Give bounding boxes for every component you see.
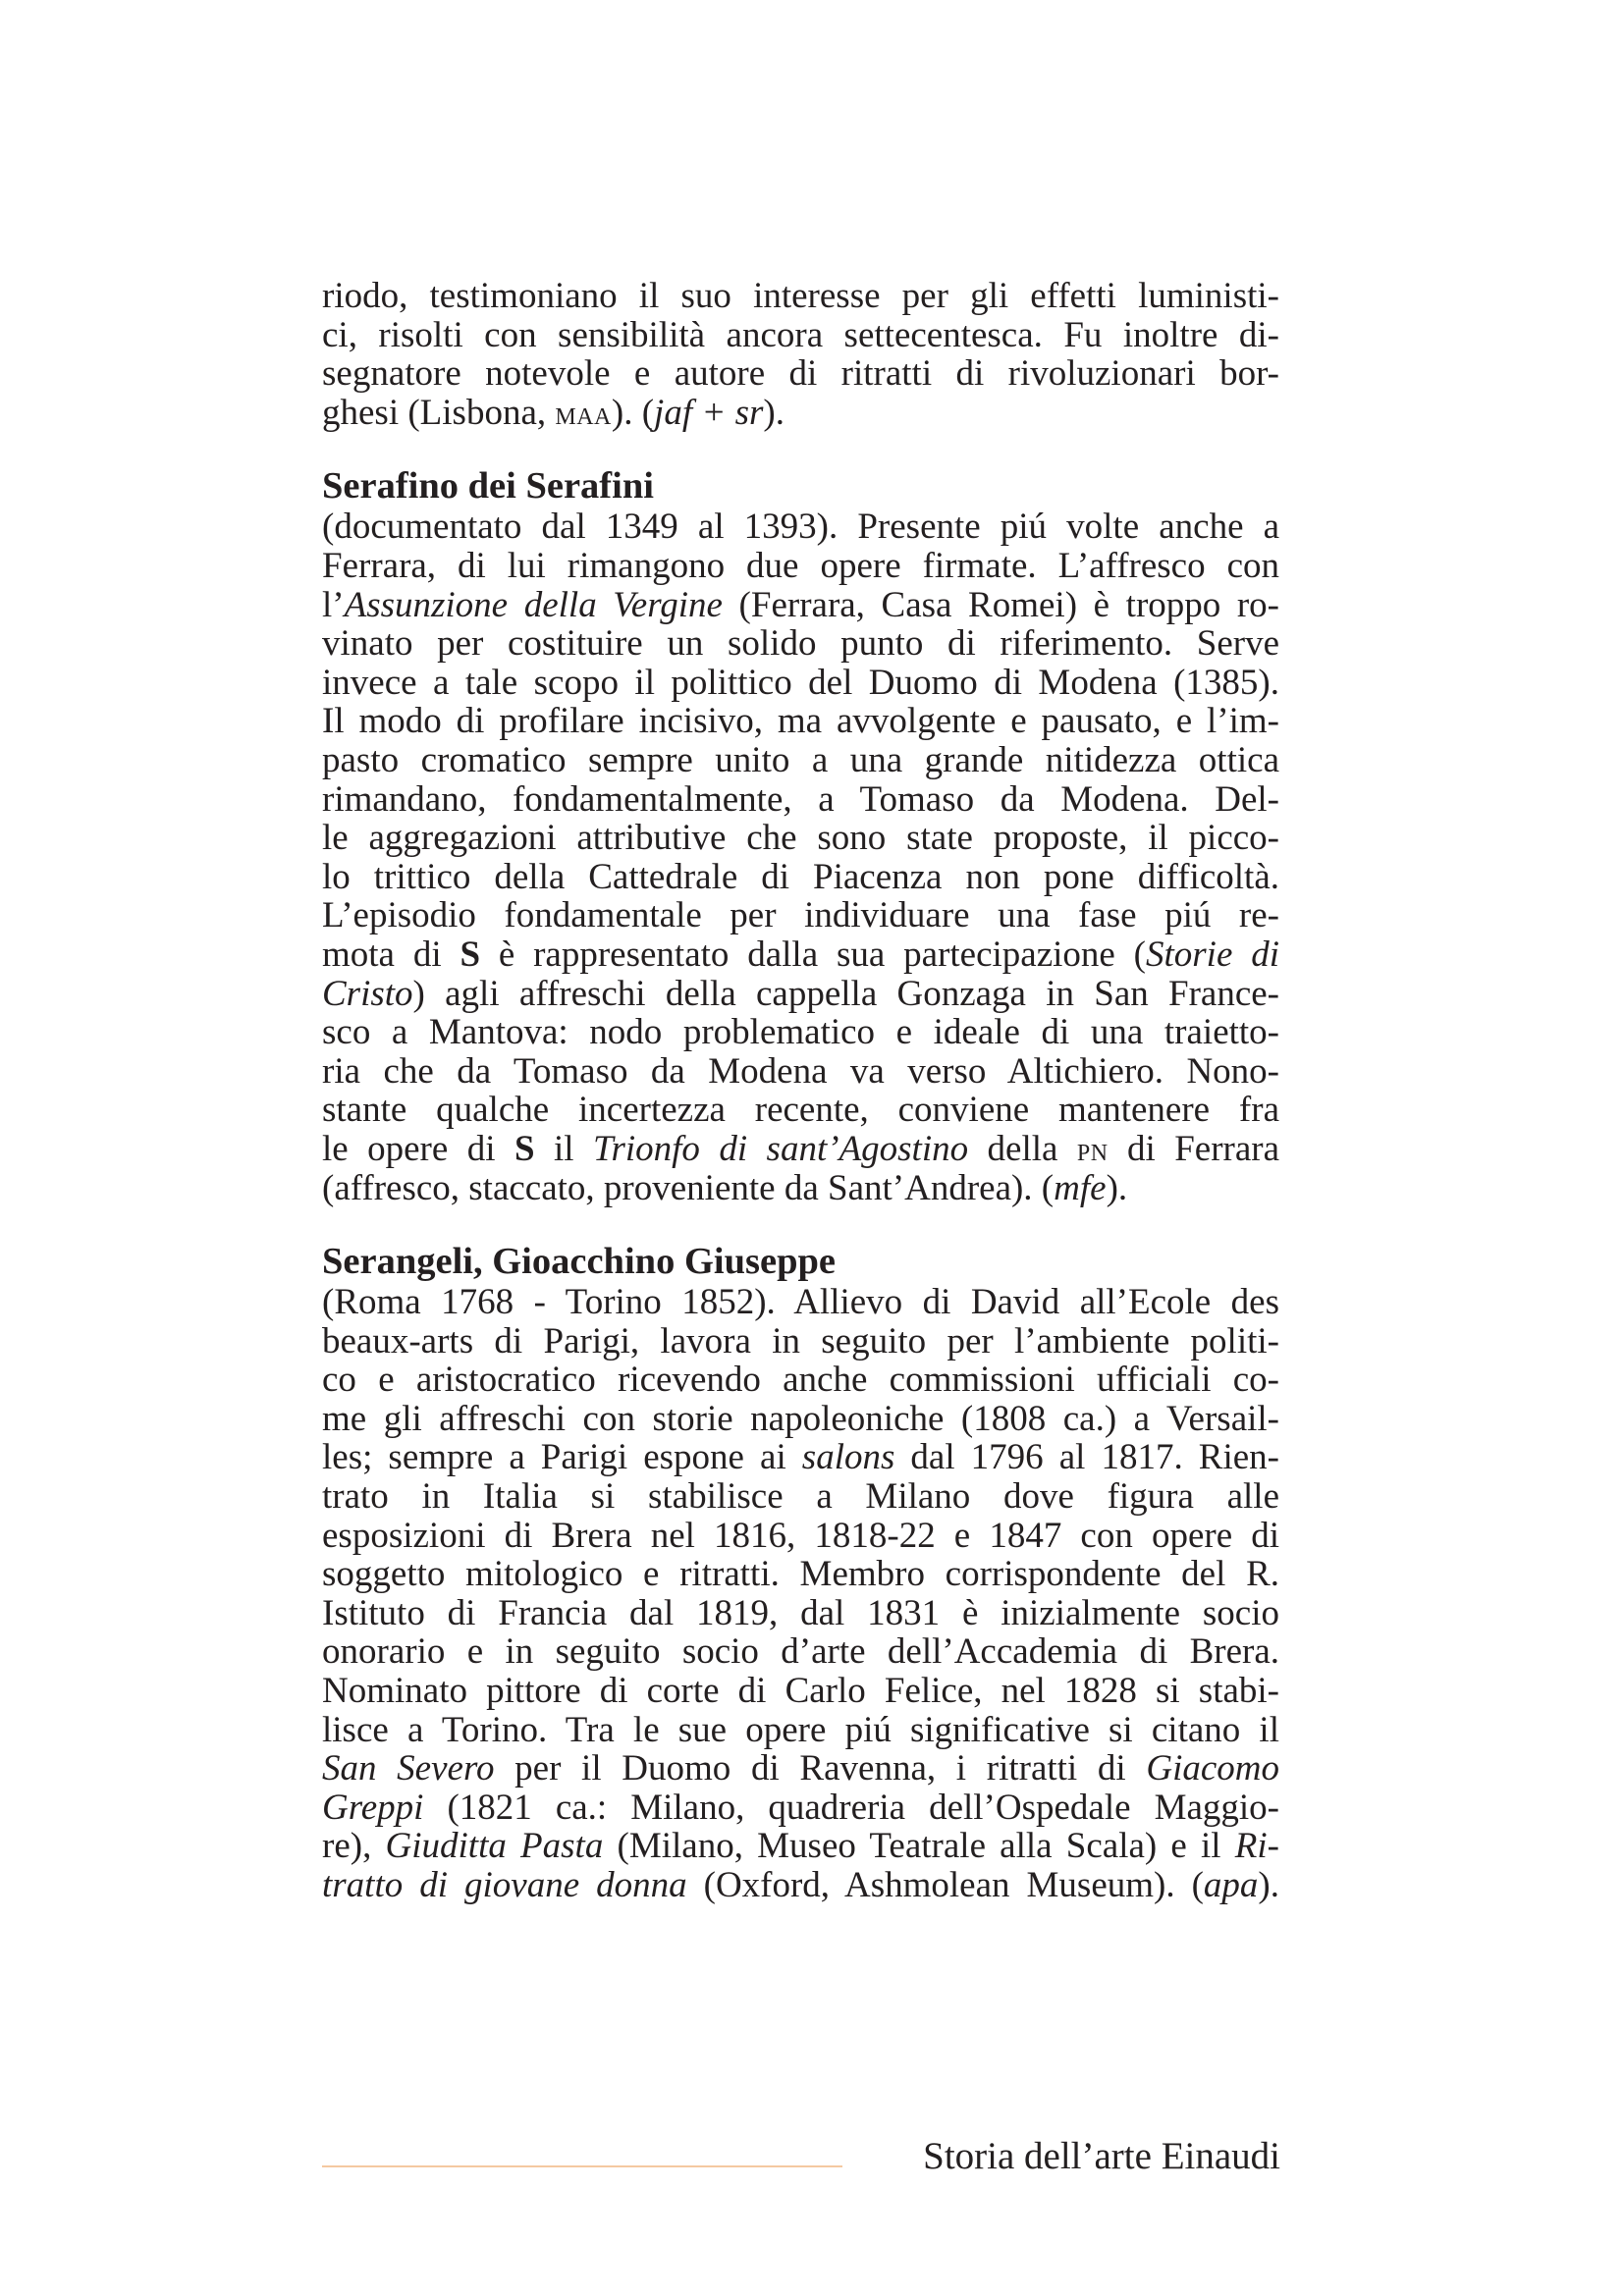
text-run: il: [534, 1128, 593, 1169]
text-run: le opere di: [322, 1128, 514, 1169]
text-line: Il modo di profilare incisivo, ma avvolgente e pausato, e l’im-: [322, 701, 1279, 742]
text-line: invece a tale scopo il polittico del Duomo di Modena (1385).: [322, 662, 1279, 703]
text-run: (1821 ca.: Milano, quadreria dell’Ospedale Maggio-: [423, 1787, 1279, 1828]
author-initials: apa: [1203, 1864, 1259, 1905]
artwork-title: Assunzione della Vergine: [344, 584, 723, 625]
text-line: segnatore notevole e autore di ritratti di rivoluzionari bor-: [322, 353, 1279, 395]
author-initials: jaf + sr: [654, 392, 764, 433]
text-line: [322, 935, 1279, 975]
text-run: ).: [763, 392, 784, 433]
text-run: re),: [322, 1826, 386, 1867]
text-line: ci, risolti con sensibilità ancora settecentesca. Fu inoltre di-: [322, 314, 1279, 355]
text-line: lo trittico della Cattedrale di Piacenza non pone difficoltà.: [322, 856, 1279, 897]
entry-initial: S: [460, 934, 481, 975]
text-run: ).: [1258, 1864, 1279, 1905]
text-line: co e aristocratico ricevendo anche commissioni ufficiali co-: [322, 1360, 1279, 1401]
artwork-title: Ri-: [1234, 1826, 1279, 1867]
text-run: (Oxford, Ashmolean Museum). (: [686, 1864, 1204, 1905]
footer-title: Storia dell’arte Einaudi: [923, 2135, 1280, 2177]
text-line: vinato per costituire un solido punto di riferimento. Serve: [322, 623, 1279, 665]
author-initials: mfe: [1054, 1168, 1107, 1209]
text-run: l’: [322, 584, 345, 625]
text-line: [322, 1169, 1279, 1208]
abbreviation: pn: [1076, 1131, 1109, 1168]
text-line: le aggregazioni attributive che sono state proposte, il picco-: [322, 818, 1279, 859]
artwork-title: Trionfo di sant’Agostino: [592, 1128, 969, 1169]
footer-rule: [322, 2165, 842, 2167]
text-line: esposizioni di Brera nel 1816, 1818-22 e 1847 con opere di: [322, 1515, 1279, 1556]
abbreviation: maa: [555, 395, 612, 432]
text-line: [322, 1130, 1279, 1170]
artwork-title: Greppi: [322, 1787, 424, 1828]
text-line: [322, 1749, 1279, 1789]
text-run: di Ferrara: [1108, 1128, 1280, 1169]
text-run: les; sempre a Parigi espone ai: [322, 1437, 802, 1478]
artwork-title: tratto di giovane donna: [322, 1864, 687, 1905]
text-line: Ferrara, di lui rimangono due opere firmate. L’affresco con: [322, 545, 1279, 586]
text-line: lisce a Torino. Tra le sue opere piú significative si citano il: [322, 1709, 1279, 1750]
text-line: [322, 1827, 1279, 1866]
text-run: mota di: [322, 934, 460, 975]
text-run: (Milano, Museo Teatrale alla Scala) e il: [603, 1826, 1235, 1867]
text-line: soggetto mitologico e ritratti. Membro corrispondente del R.: [322, 1554, 1279, 1595]
text-run: (affresco, staccato, proveniente da Sant’Andrea). (: [322, 1168, 1055, 1209]
text-line: [322, 1866, 1279, 1905]
text-run: è rappresentato dalla sua partecipazione (: [480, 934, 1146, 975]
text-line: (Roma 1768 - Torino 1852). Allievo di David all’Ecole des: [322, 1282, 1279, 1323]
text-line: L’episodio fondamentale per individuare una fase piú re-: [322, 895, 1279, 936]
text-line: rimandano, fondamentalmente, a Tomaso da Modena. Del-: [322, 778, 1279, 820]
text-line: [322, 586, 1279, 625]
text-line: [322, 1789, 1279, 1828]
entry-paragraph: [322, 507, 1279, 1208]
text-line: (documentato dal 1349 al 1393). Presente piú volte anche a: [322, 507, 1279, 548]
artwork-title: Cristo: [322, 973, 413, 1014]
text-line: stante qualche incertezza recente, conviene mantenere fra: [322, 1090, 1279, 1131]
text-line: pasto cromatico sempre unito a una grande nitidezza ottica: [322, 739, 1279, 780]
artwork-title: Storie di: [1145, 934, 1279, 975]
artwork-title: Giacomo: [1146, 1748, 1279, 1789]
text-line: Istituto di Francia dal 1819, dal 1831 è inizialmente socio: [322, 1592, 1279, 1633]
text-run: dal 1796 al 1817. Rien-: [894, 1437, 1279, 1478]
text-column: [322, 277, 1279, 1905]
text-run: ghesi (Lisbona,: [322, 392, 556, 433]
italic-term: salons: [801, 1437, 895, 1478]
text-line: trato in Italia si stabilisce a Milano dove figura alle: [322, 1476, 1279, 1518]
text-line: [322, 1438, 1279, 1477]
text-run: della: [968, 1128, 1077, 1169]
text-line: [322, 975, 1279, 1014]
text-line: Nominato pittore di corte di Carlo Felice, nel 1828 si stabi-: [322, 1671, 1279, 1711]
text-run: ) agli affreschi della cappella Gonzaga in San France-: [412, 973, 1279, 1014]
intro-paragraph: [322, 277, 1279, 433]
entry-initial: S: [514, 1128, 535, 1169]
text-line: riodo, testimoniano il suo interesse per gli effetti luministi-: [322, 276, 1279, 316]
text-line: beaux-arts di Parigi, lavora in seguito per l’ambiente politi-: [322, 1320, 1279, 1362]
text-line: [322, 394, 1279, 434]
text-line: sco a Mantova: nodo problematico e ideale di una traietto-: [322, 1012, 1279, 1053]
artwork-title: San Severo: [322, 1748, 495, 1789]
text-line: me gli affreschi con storie napoleoniche (1808 ca.) a Versail-: [322, 1398, 1279, 1439]
text-line: ria che da Tomaso da Modena va verso Altichiero. Nono-: [322, 1050, 1279, 1092]
artwork-title: Giuditta Pasta: [385, 1826, 604, 1867]
text-run: ).: [1106, 1168, 1128, 1209]
text-line: onorario e in seguito socio d’arte dell’Accademia di Brera.: [322, 1631, 1279, 1673]
entry-title: Serangeli, Gioacchino Giuseppe: [322, 1241, 836, 1283]
text-run: per il Duomo di Ravenna, i ritratti di: [494, 1748, 1147, 1789]
text-run: (Ferrara, Casa Romei) è troppo ro-: [722, 584, 1280, 625]
text-run: ). (: [611, 392, 655, 433]
entry-paragraph: [322, 1283, 1279, 1905]
entry-title: Serafino dei Serafini: [322, 465, 654, 507]
